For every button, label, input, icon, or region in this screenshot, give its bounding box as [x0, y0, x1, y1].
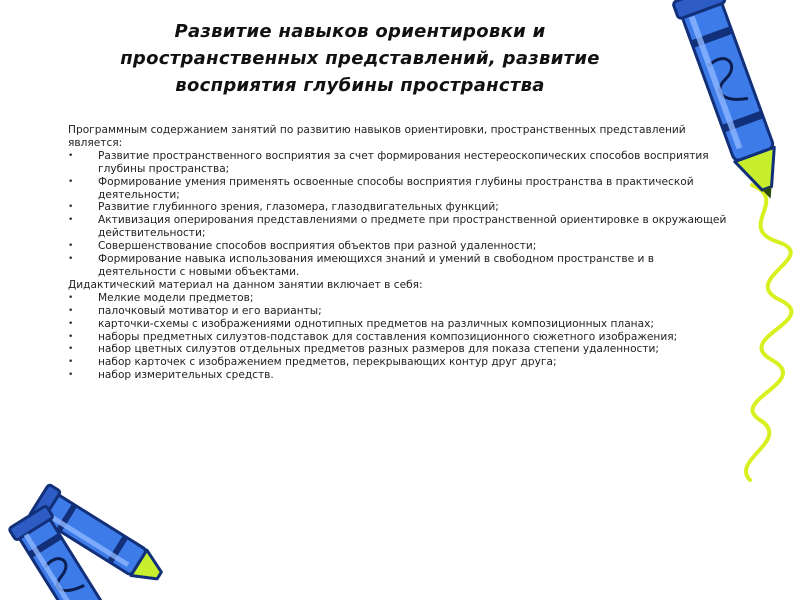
title-line-3: восприятия глубины пространства [175, 75, 545, 96]
crayons-bottom-left-icon [0, 478, 170, 600]
title-line-1: Развитие навыков ориентировки и [174, 21, 546, 42]
materials-list [68, 292, 728, 382]
list-item: • Совершенствование способов восприятия объектов при разной удаленности; [68, 240, 728, 253]
list-item: • карточки-схемы с изображениями однотипных предметов на различных композиционных планах; [68, 318, 728, 331]
list-item: • Формирование умения применять освоенные способы восприятия глубины пространства в практической деятельности; [68, 176, 728, 202]
title-line-2: пространственных представлений, развитие [120, 48, 600, 69]
list-item: • Активизация оперирования представлениями о предмете при пространственной ориентировке в окружающей действительности; [68, 214, 728, 240]
list-item: • Развитие глубинного зрения, глазомера, глазодвигательных функций; [68, 201, 728, 214]
list-item: • наборы предметных силуэтов-подставок для составления композиционного сюжетного изображения; [68, 331, 728, 344]
list-item: • Развитие пространственного восприятия за счет формирования нестереоскопических способов восприятия глубины пространства; [68, 150, 728, 176]
list-item: • палочковый мотиватор и его варианты; [68, 305, 728, 318]
intro-paragraph: Программным содержанием занятий по развитию навыков ориентировки, пространственных представлений является: [68, 124, 686, 149]
list-item: • набор измерительных средств. [68, 369, 728, 382]
slide-title [60, 18, 660, 99]
materials-intro: Дидактический материал на данном занятии включает в себя: [68, 278, 423, 291]
goals-list [68, 150, 728, 279]
list-item: • набор цветных силуэтов отдельных предметов разных размеров для показа степени удаленности; [68, 343, 728, 356]
list-item: • набор карточек с изображением предметов, перекрывающих контур друг друга; [68, 356, 728, 369]
slide-body [68, 124, 728, 382]
list-item: • Формирование навыка использования имеющихся знаний и умений в свободном пространстве и в деятельности с новыми объектами. [68, 253, 728, 279]
list-item: • Мелкие модели предметов; [68, 292, 728, 305]
